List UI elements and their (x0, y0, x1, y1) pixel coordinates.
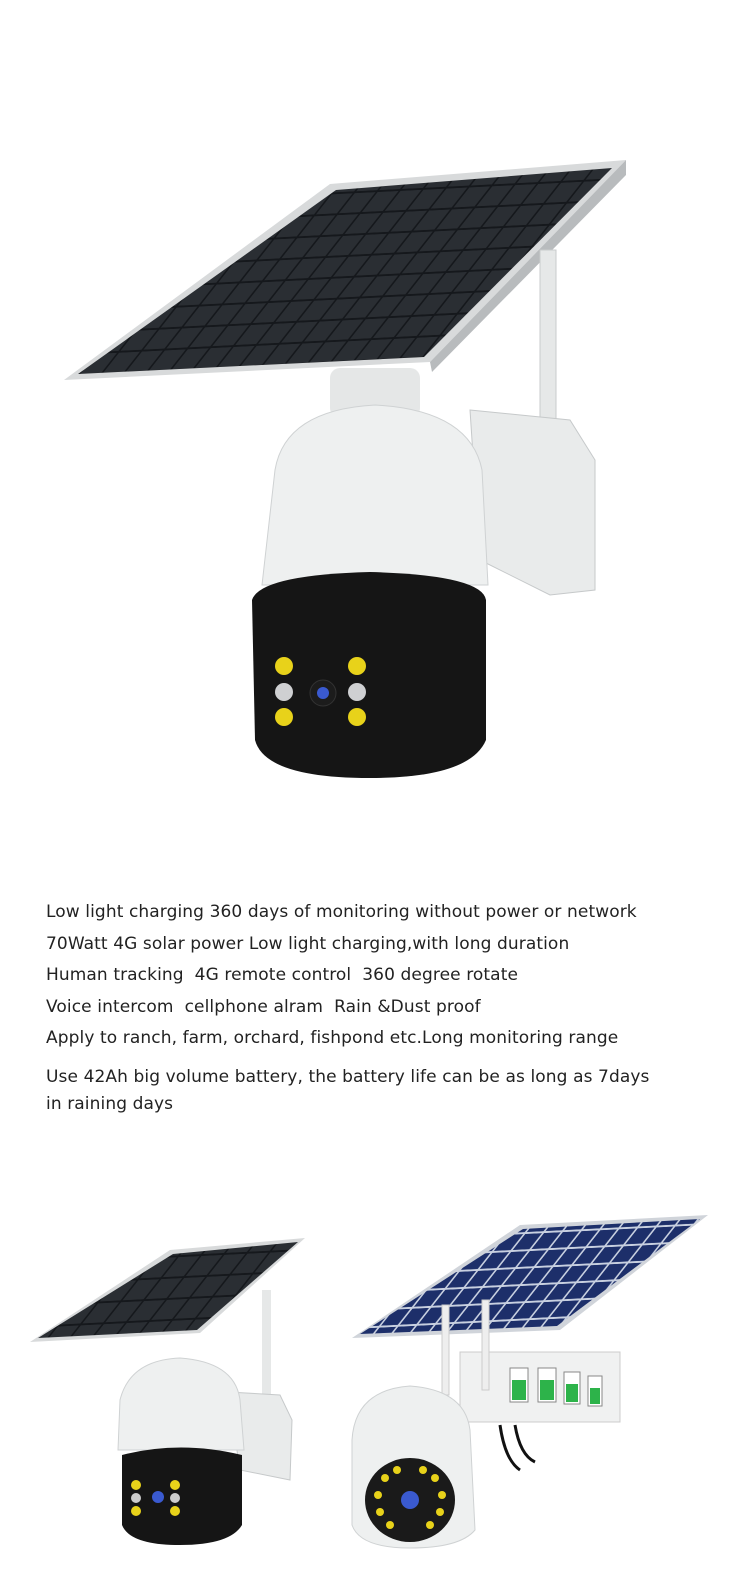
feature-line: Voice intercom cellphone alram Rain &Dust proof (46, 996, 481, 1017)
feature-line: Apply to ranch, farm, orchard, fishpond etc.Long monitoring range (46, 1028, 619, 1048)
feature-line: 70Watt 4G solar power Low light charging,with long duration (46, 933, 570, 954)
feature-line: Use 42Ah big volume battery, the battery life can be as long as 7days in raining days (46, 1066, 650, 1114)
feature-line: Low light charging 360 days of monitoring without power or network (46, 902, 637, 922)
solar-camera-small-image (20, 1230, 320, 1560)
camera-lens-icon (317, 687, 329, 699)
feature-description (46, 902, 726, 1118)
feature-line: Human tracking 4G remote control 360 degree rotate (46, 965, 519, 985)
solar-camera-battery-kit-image (340, 1205, 720, 1565)
camera-body (252, 405, 488, 778)
solar-camera-main-image (0, 140, 750, 800)
